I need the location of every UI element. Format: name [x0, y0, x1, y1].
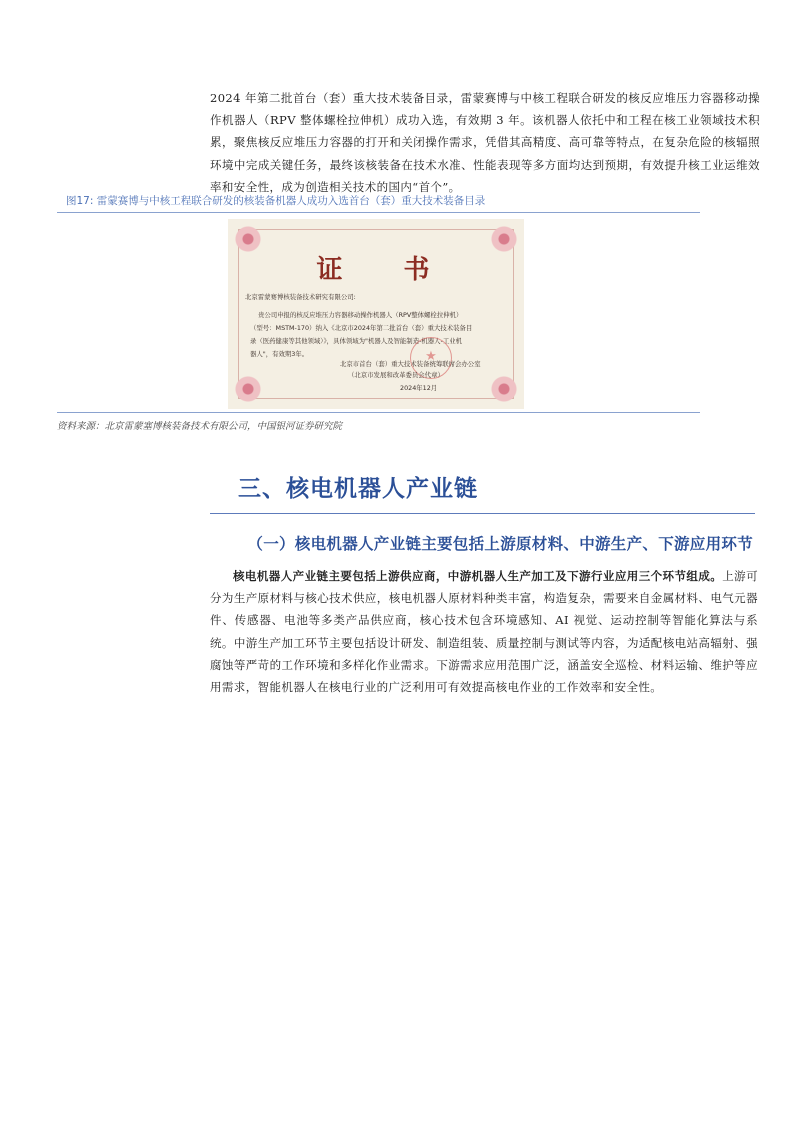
lead-sentence: 核电机器人产业链主要包括上游供应商，中游机器人生产加工及下游行业应用三个环节组成。: [233, 569, 723, 583]
section-title-rule: [210, 513, 755, 514]
intro-paragraph: 2024 年第二批首台（套）重大技术装备目录，雷蒙赛博与中核工程联合研发的核反应堆压力容器移动操作机器人（RPV 整体螺栓拉伸机）成功入选，有效期 3 年。该机器人依托中和工程在核工业领域技术积累，聚焦核反应堆压力容器的打开和关闭操作需求，凭借其高精度、高可靠等特点，在复杂危险的核辐照环境中完成关键任务，最终该核装备在技术水准、性能表现等多方面均达到预期，有效提升核工业运维效率和安全性，成为创造相关技术的国内“首个”。: [210, 91, 760, 194]
figure-top-rule: [57, 212, 700, 213]
certificate-title: 证 书: [316, 255, 456, 285]
certificate-issuer: 北京市首台（套）重大技术装备统筹联席会办公室: [340, 360, 481, 368]
floral-corner-ornament: [487, 372, 521, 406]
certificate-line: 录（医药健康等其他领域）》，具体领域为"机器人及智能制造-机器人-工业机: [250, 337, 463, 345]
body-text: 上游可分为生产原材料与核心技术供应，核电机器人原材料种类丰富，构造复杂，需要来自金属材料、电气元器件、传感器、电池等多类产品供应商，核心技术包含环境感知、AI 视觉、运动控制等智能化算法与系统。中游生产加工环节主要包括设计研发、制造组装、质量控制与测试等内容，为适配核电站高辐射、强腐蚀等严苛的工作环境和多样化作业需求。下游需求应用范围广泛，涵盖安全巡检、材料运输、维护等应用需求，智能机器人在核电行业的广泛利用可有效提高核电作业的工作效率和安全性。: [210, 569, 758, 695]
section-title: 三、核电机器人产业链: [238, 475, 478, 502]
certificate-line: 贵公司申报的核反应堆压力容器移动操作机器人（RPV整体螺栓拉伸机）: [258, 311, 463, 319]
certificate-date: 2024年12月: [400, 384, 438, 392]
certificate-line: （型号：MSTM-170）纳入《北京市2024年第二批首台（套）重大技术装备目: [250, 324, 473, 332]
figure-caption: 图17: 雷蒙赛博与中核工程联合研发的核装备机器人成功入选首台（套）重大技术装备目录: [66, 195, 486, 207]
certificate-image: [228, 219, 524, 409]
certificate-line: 北京雷蒙赛博核装备技术研究有限公司:: [245, 293, 356, 301]
section-body-paragraph: [210, 565, 758, 698]
floral-corner-ornament: [231, 372, 265, 406]
figure-bottom-rule: [57, 412, 700, 413]
certificate-line: 器人"，有效期3年。: [250, 350, 309, 358]
subsection-title: （一）核电机器人产业链主要包括上游原材料、中游生产、下游应用环节: [247, 534, 753, 553]
certificate-issuer-note: （北京市发展和改革委员会代章）: [348, 371, 444, 379]
figure-source: 资料来源：北京雷蒙塞博核装备技术有限公司，中国银河证券研究院: [57, 421, 343, 432]
